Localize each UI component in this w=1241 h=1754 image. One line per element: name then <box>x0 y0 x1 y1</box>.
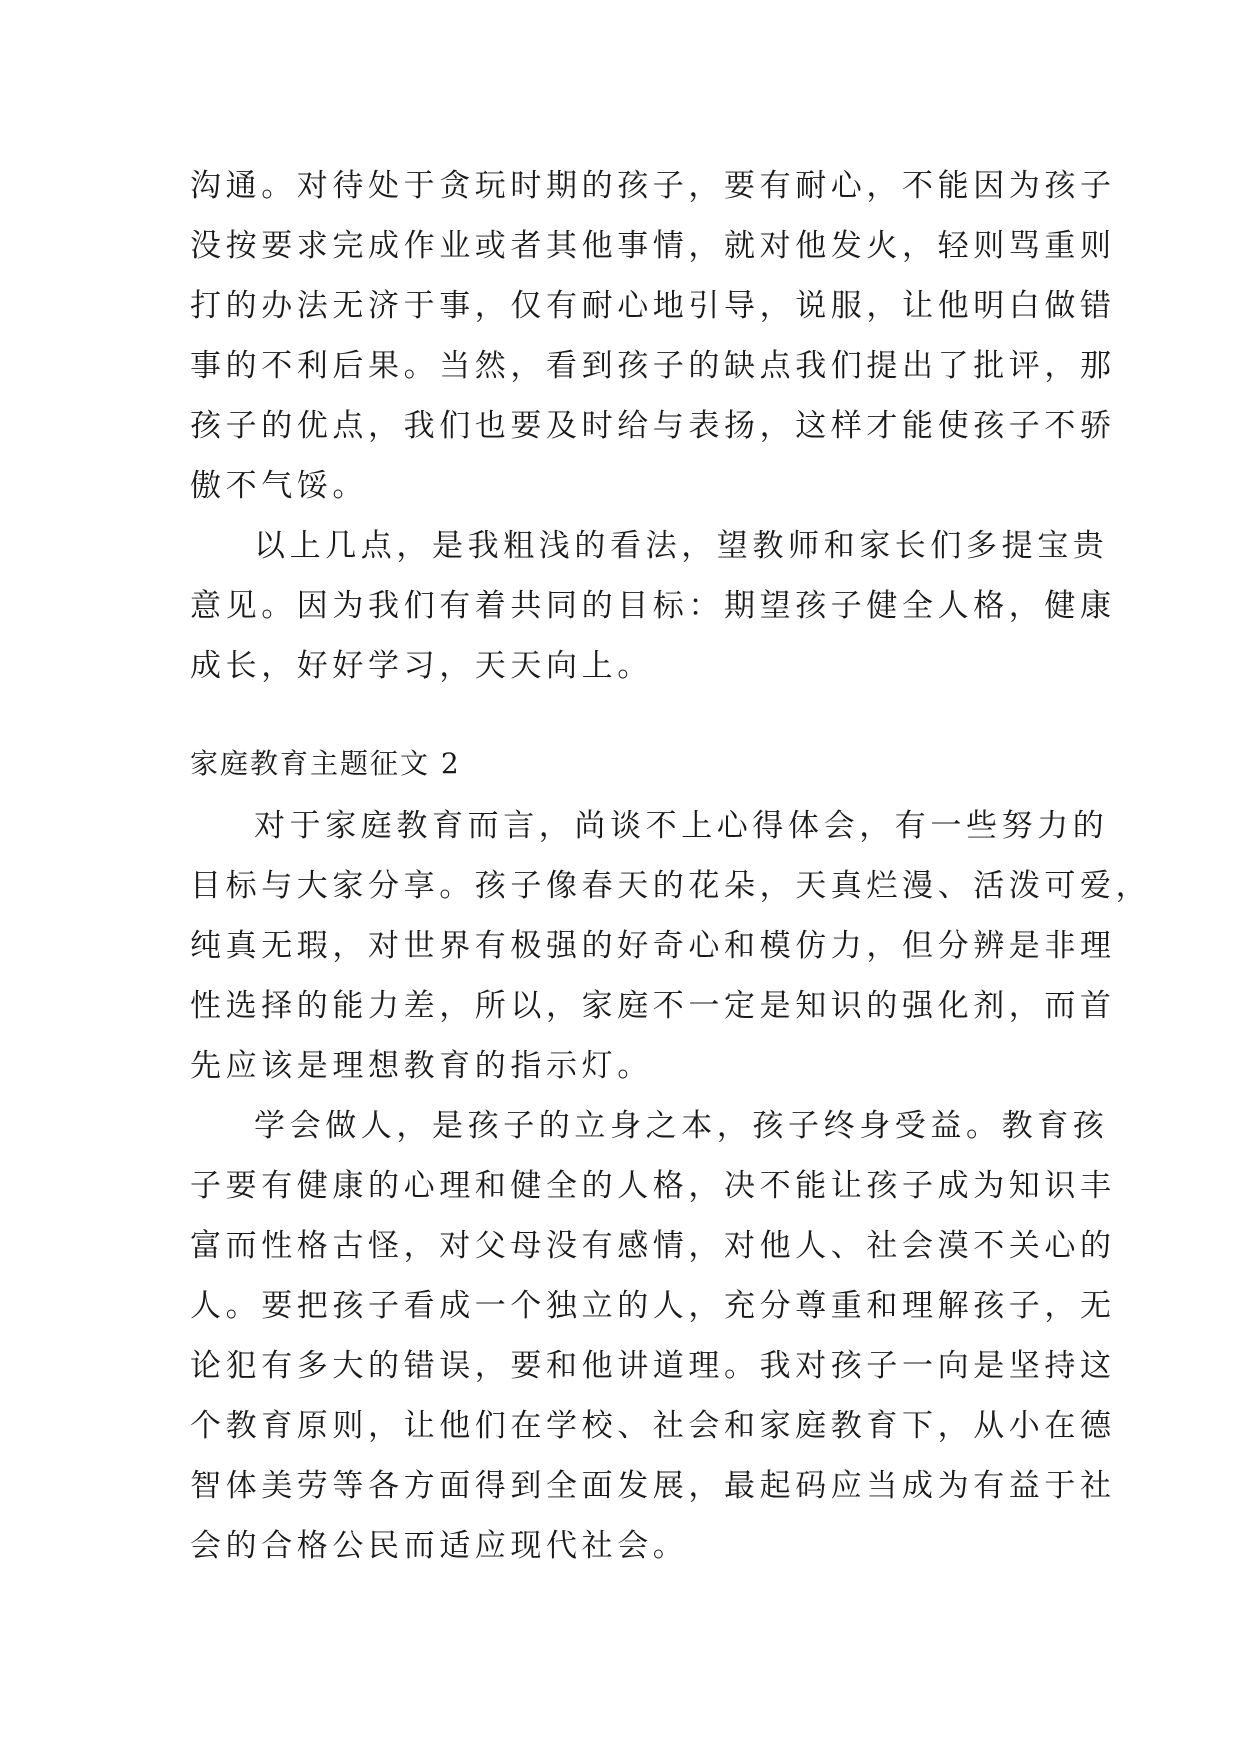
paragraph-line: 论犯有多大的错误，要和他讲道理。我对孩子一向是坚持这 <box>190 1348 1116 1384</box>
paragraph-line: 没按要求完成作业或者其他事情，就对他发火，轻则骂重则 <box>190 228 1116 264</box>
paragraph-line: 性选择的能力差，所以，家庭不一定是知识的强化剂，而首 <box>190 988 1116 1024</box>
section-title: 家庭教育主题征文 2 <box>190 747 461 780</box>
paragraph-line: 先应该是理想教育的指示灯。 <box>190 1048 653 1084</box>
paragraph-line: 个教育原则，让他们在学校、社会和家庭教育下，从小在德 <box>190 1408 1116 1444</box>
paragraph-line: 沟通。对待处于贪玩时期的孩子，要有耐心，不能因为孩子 <box>190 168 1116 204</box>
paragraph-line: 傲不气馁。 <box>190 468 368 504</box>
paragraph-line: 子要有健康的心理和健全的人格，决不能让孩子成为知识丰 <box>190 1168 1116 1204</box>
paragraph-line: 对于家庭教育而言，尚谈不上心得体会，有一些努力的 <box>254 808 1109 844</box>
paragraph-line: 会的合格公民而适应现代社会。 <box>190 1528 689 1564</box>
paragraph-line: 智体美劳等各方面得到全面发展，最起码应当成为有益于社 <box>190 1468 1116 1504</box>
paragraph-line: 孩子的优点，我们也要及时给与表扬，这样才能使孩子不骄 <box>190 408 1116 444</box>
paragraph-line: 成长，好好学习，天天向上。 <box>190 648 653 684</box>
paragraph-line: 目标与大家分享。孩子像春天的花朵，天真烂漫、活泼可爱， <box>190 868 1152 904</box>
paragraph-line: 富而性格古怪，对父母没有感情，对他人、社会漠不关心的 <box>190 1228 1116 1264</box>
paragraph-line: 意见。因为我们有着共同的目标：期望孩子健全人格，健康 <box>190 588 1116 624</box>
paragraph-line: 人。要把孩子看成一个独立的人，充分尊重和理解孩子，无 <box>190 1288 1116 1324</box>
paragraph-line: 学会做人，是孩子的立身之本，孩子终身受益。教育孩 <box>254 1108 1109 1144</box>
paragraph-line: 事的不利后果。当然，看到孩子的缺点我们提出了批评，那 <box>190 348 1116 384</box>
paragraph-line: 打的办法无济于事，仅有耐心地引导，说服，让他明白做错 <box>190 288 1116 324</box>
paragraph-line: 纯真无瑕，对世界有极强的好奇心和模仿力，但分辨是非理 <box>190 928 1116 964</box>
paragraph-line: 以上几点，是我粗浅的看法，望教师和家长们多提宝贵 <box>254 528 1109 564</box>
